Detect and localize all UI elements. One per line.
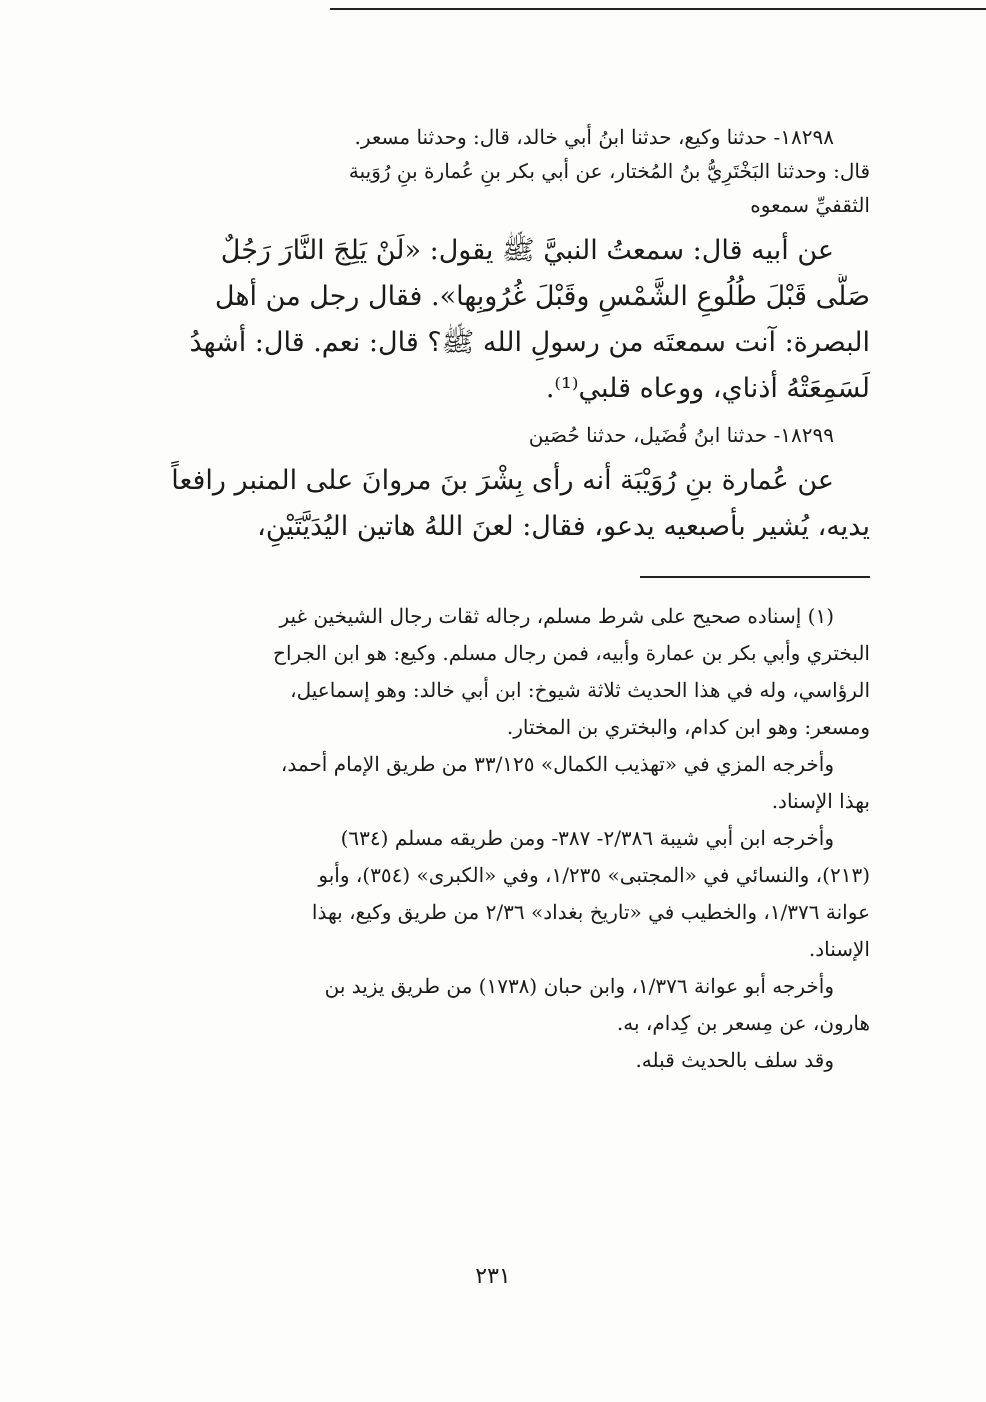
matn-line: البصرة: آنت سمعتَه من رسولِ الله ﷺ؟ قال: نعم. قال: أشهدُ (189, 327, 870, 358)
footnote-line: ومسعر: وهو ابن كدام، والبختري بن المختار. (506, 715, 870, 739)
footnote-line: وأخرجه أبو عوانة ١/٣٧٦، وابن حبان (١٧٣٨) من طريق يزيد بن (324, 974, 834, 998)
footnotes (150, 598, 870, 1079)
isnad-line: قال: وحدثنا البَخْتَرِيُّ بنُ المُختار، عن أبي بكر بنِ عُمارة بنِ رُوَيبة (348, 159, 870, 183)
hadith-18299 (150, 418, 870, 550)
footnote-line: (٢١٣)، والنسائي في «المجتبى» ١/٢٣٥، وفي «الكبرى» (٣٥٤)، وأبو (318, 863, 870, 887)
footnote-line: بهذا الإسناد. (771, 789, 870, 813)
footnote-line: الإسناد. (808, 937, 870, 961)
footnote-line: البختري وأبي بكر بن عمارة وأبيه، فمن رجال مسلم. وكيع: هو ابن الجراح (273, 641, 870, 665)
isnad-line: ١٨٢٩٨- حدثنا وكيع، حدثنا ابنُ أبي خالد، قال: وحدثنا مسعر. (354, 125, 834, 149)
hadith-18298 (150, 120, 870, 412)
matn-line: يديه، يُشير بأصبعيه يدعو، فقال: لعنَ اللهُ هاتين اليُدَيَّتَيْنِ، (257, 511, 870, 542)
page-body (150, 120, 870, 1079)
matn-line: صَلَّى قَبْلَ طُلُوعِ الشَّمْسِ وقَبْلَ غُرُوبِها». فقال رجل من أهل (214, 281, 870, 312)
footnote-line: هارون، عن مِسعر بن كِدام، به. (616, 1011, 870, 1035)
matn-line: لَسَمِعَتْهُ أذناي، ووعاه قلبي⁽¹⁾. (545, 373, 870, 404)
footnote-line: وأخرجه ابن أبي شيبة ٢/٣٨٦- ٣٨٧- ومن طريقه مسلم (٦٣٤) (340, 826, 834, 850)
footnote-line: وقد سلف بالحديث قبله. (635, 1048, 834, 1072)
page-number: ٢٣١ (475, 1264, 511, 1289)
matn-line: عن عُمارة بنِ رُوَيْبَة أنه رأى بِشْرَ بنَ مروانَ على المنبر رافعاً (171, 465, 834, 496)
isnad-line: الثقفيِّ سمعوه (750, 193, 870, 217)
footnote-line: الرؤاسي، وله في هذا الحديث ثلاثة شيوخ: ابن أبي خالد: وهو إسماعيل، (290, 678, 870, 702)
header-rule (330, 8, 986, 10)
footnote-separator (640, 576, 870, 578)
isnad-line: ١٨٢٩٩- حدثنا ابنُ فُضَيل، حدثنا حُصَين (528, 423, 834, 447)
matn-line: عن أبيه قال: سمعتُ النبيَّ ﷺ يقول: «لَنْ يَلِجَ النَّارَ رَجُلٌ (220, 235, 834, 266)
footnote-line: وأخرجه المزي في «تهذيب الكمال» ٣٣/١٢٥ من طريق الإمام أحمد، (280, 752, 834, 776)
footnote-line: (١) إسناده صحيح على شرط مسلم، رجاله ثقات رجال الشيخين غير (279, 604, 834, 628)
footnote-line: عوانة ١/٣٧٦، والخطيب في «تاريخ بغداد» ٢/٣٦ من طريق وكيع، بهذا (311, 900, 870, 924)
